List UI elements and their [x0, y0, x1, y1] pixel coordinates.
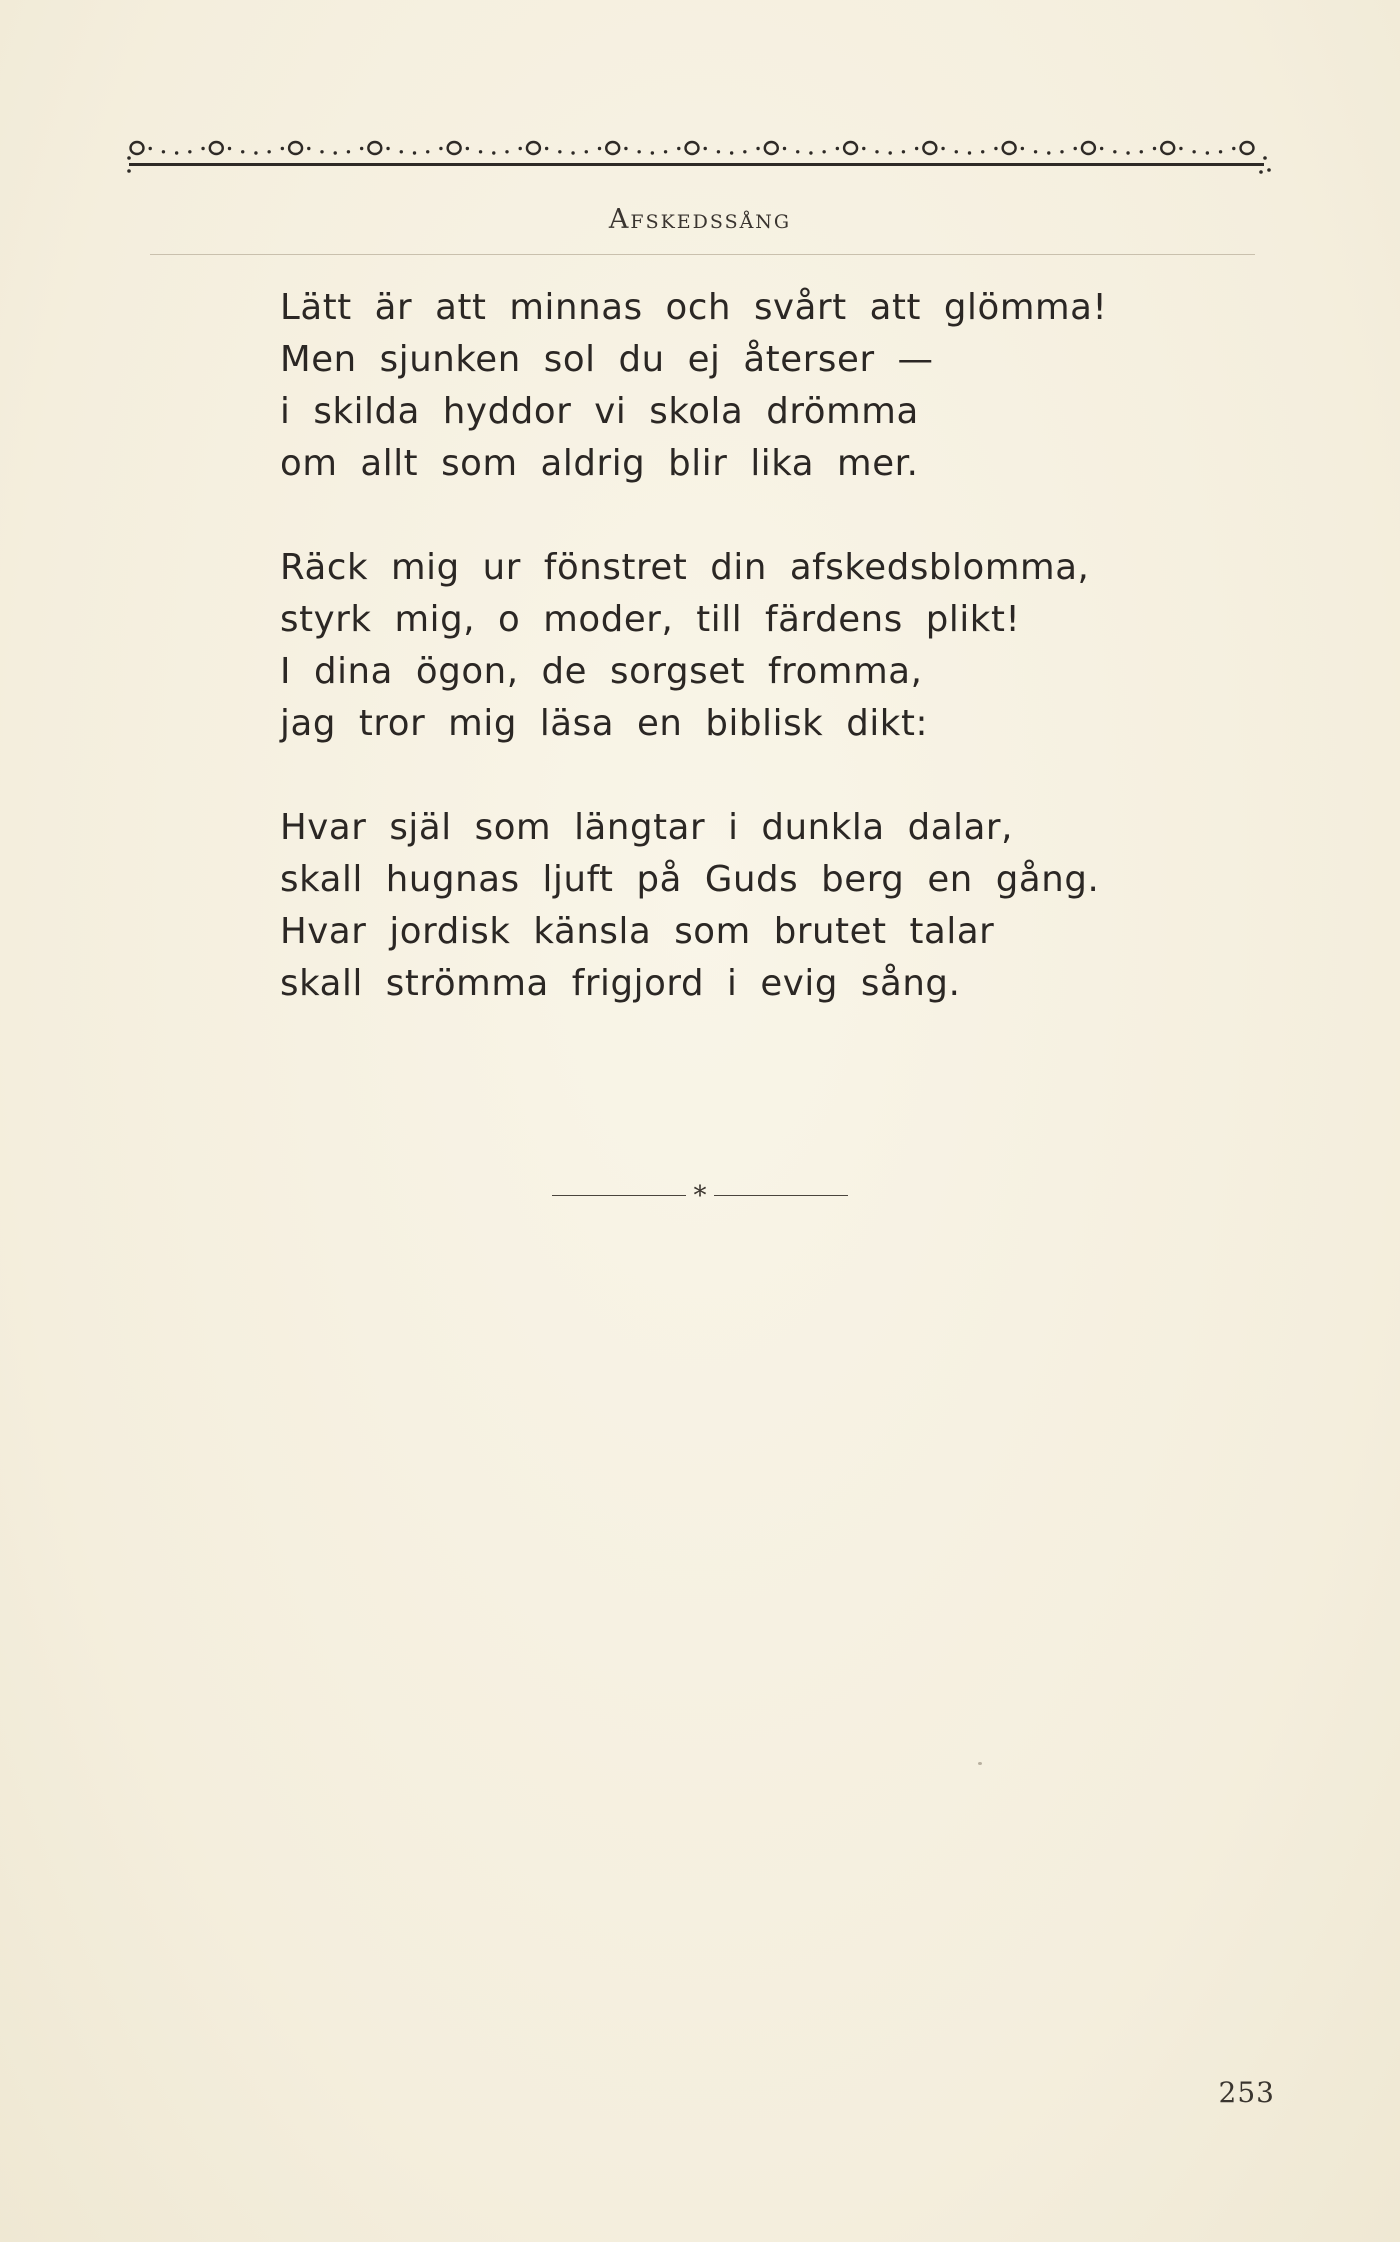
- ornament-dot: [796, 150, 799, 153]
- ornament-dot: [1153, 147, 1156, 150]
- ornament-corner-dot: [127, 156, 131, 160]
- ornament-dot: [955, 150, 958, 153]
- ornament-dot: [545, 147, 548, 150]
- ornament-dot: [1100, 147, 1103, 150]
- ornament-ring: [131, 142, 144, 154]
- ornament-dot: [915, 147, 918, 150]
- ornament-dot: [307, 147, 310, 150]
- poem-line: jag tror mig läsa en biblisk dikt:: [280, 703, 929, 744]
- ornament-dot: [571, 151, 574, 154]
- ornament-dot: [188, 150, 191, 153]
- ornament-dot: [664, 150, 667, 153]
- ornament-dot: [1113, 150, 1116, 153]
- ornament-ring: [448, 142, 461, 154]
- poem-line: Räck mig ur fönstret din afskedsblomma,: [280, 547, 1090, 588]
- ornament-dot: [320, 150, 323, 153]
- ornament-ring: [210, 142, 223, 154]
- ornament-dot: [505, 150, 508, 153]
- asterisk-icon: *: [693, 1181, 707, 1211]
- running-title: [0, 204, 1400, 235]
- ornament-dot: [941, 147, 944, 150]
- end-rule-right: [714, 1195, 848, 1196]
- ornament-ring: [368, 142, 381, 154]
- ornament-ring: [1003, 142, 1016, 154]
- ornament-dot: [558, 150, 561, 153]
- ornament-dot: [717, 150, 720, 153]
- ornament-corner-dot: [1259, 170, 1263, 174]
- ornament-dot: [347, 150, 350, 153]
- ornament-dot: [466, 147, 469, 150]
- ornament-dot: [624, 147, 627, 150]
- ornament-dot: [1140, 150, 1143, 153]
- ornament-dot: [1219, 150, 1222, 153]
- ornament-dot: [862, 147, 865, 150]
- ornament-ring: [1161, 142, 1174, 154]
- ornament-dot: [598, 147, 601, 150]
- ornament-dot: [267, 150, 270, 153]
- ornament-dot: [730, 151, 733, 154]
- ornament-rule: [129, 163, 1264, 166]
- ornament-dot: [968, 151, 971, 154]
- ornament-ring: [1082, 142, 1095, 154]
- ornament-corner-dot: [1263, 156, 1267, 160]
- poem-line: Lätt är att minnas och svårt att glömma!: [280, 287, 1108, 328]
- stanza-1: [280, 282, 1180, 490]
- ornament-ring: [765, 142, 778, 154]
- poem-line: Hvar själ som längtar i dunkla dalar,: [280, 807, 1014, 848]
- poem-line: Men sjunken sol du ej återser —: [280, 339, 934, 380]
- ornament-dot: [426, 150, 429, 153]
- ornament-dot: [479, 150, 482, 153]
- ornament-dot: [756, 147, 759, 150]
- poem-line: styrk mig, o moder, till färdens plikt!: [280, 599, 1021, 640]
- ornament-ring: [527, 142, 540, 154]
- poem-line: Hvar jordisk känsla som brutet talar: [280, 911, 995, 952]
- ornament-dot: [1192, 150, 1195, 153]
- ornament-dot: [1232, 147, 1235, 150]
- poem: [280, 282, 1180, 1062]
- ornament-dot: [585, 150, 588, 153]
- ornament-ring: [289, 142, 302, 154]
- ornament-dot: [519, 147, 522, 150]
- poem-line: skall hugnas ljuft på Guds berg en gång.: [280, 859, 1100, 900]
- ornament-dot: [1126, 151, 1129, 154]
- ornament-dot: [162, 150, 165, 153]
- ornament-dot: [175, 151, 178, 154]
- ornament-dot: [254, 151, 257, 154]
- ornament-ring: [686, 142, 699, 154]
- ornament-ring: [1241, 142, 1254, 154]
- ornament-dot: [334, 151, 337, 154]
- ornament-dot: [281, 147, 284, 150]
- ornament-dot: [637, 150, 640, 153]
- ornament-dot: [875, 150, 878, 153]
- ornament-dot: [677, 147, 680, 150]
- ornament-dot: [149, 147, 152, 150]
- ornament-dot: [889, 151, 892, 154]
- ornament-dot: [1047, 151, 1050, 154]
- poem-line: skall strömma frigjord i evig sång.: [280, 963, 961, 1004]
- ornament-dot: [400, 150, 403, 153]
- stanza-2: [280, 542, 1180, 750]
- ornament-dot: [386, 147, 389, 150]
- ornament-dot: [228, 147, 231, 150]
- page-number: 253: [1218, 2076, 1275, 2109]
- ornament-dot: [492, 151, 495, 154]
- chain-ornament-border-icon: [125, 128, 1275, 178]
- paper-speck: [978, 1762, 982, 1765]
- poem-line: I dina ögon, de sorgset fromma,: [280, 651, 923, 692]
- ornament-dot: [981, 150, 984, 153]
- ornament-dot: [809, 151, 812, 154]
- ornament-dot: [360, 147, 363, 150]
- ornament-dot: [1206, 151, 1209, 154]
- poem-line: om allt som aldrig blir lika mer.: [280, 443, 919, 484]
- ornament-dot: [902, 150, 905, 153]
- ornament-dot: [201, 147, 204, 150]
- ornament-dot: [651, 151, 654, 154]
- stanza-3: [280, 802, 1180, 1010]
- ornament-dot: [783, 147, 786, 150]
- ornament-ring: [844, 142, 857, 154]
- ornament-dot: [743, 150, 746, 153]
- ornament-dot: [439, 147, 442, 150]
- ornament-corner-dot: [127, 169, 131, 173]
- ornament-dot: [1060, 150, 1063, 153]
- running-title-text: Afskedssång: [608, 204, 792, 235]
- poem-line: i skilda hyddor vi skola drömma: [280, 391, 919, 432]
- ornament-dot: [704, 147, 707, 150]
- title-divider: [150, 254, 1255, 255]
- end-ornament: [552, 1181, 848, 1211]
- ornament-dot: [822, 150, 825, 153]
- ornament-corner-dot: [1267, 168, 1271, 172]
- ornament-dot: [1021, 147, 1024, 150]
- ornament-dot: [1179, 147, 1182, 150]
- ornament-dot: [241, 150, 244, 153]
- ornament-ring: [923, 142, 936, 154]
- ornament-ring: [606, 142, 619, 154]
- end-rule-left: [552, 1195, 686, 1196]
- ornament-dot: [836, 147, 839, 150]
- ornament-dot: [1074, 147, 1077, 150]
- ornament-dot: [413, 151, 416, 154]
- ornament-dot: [994, 147, 997, 150]
- ornament-dot: [1034, 150, 1037, 153]
